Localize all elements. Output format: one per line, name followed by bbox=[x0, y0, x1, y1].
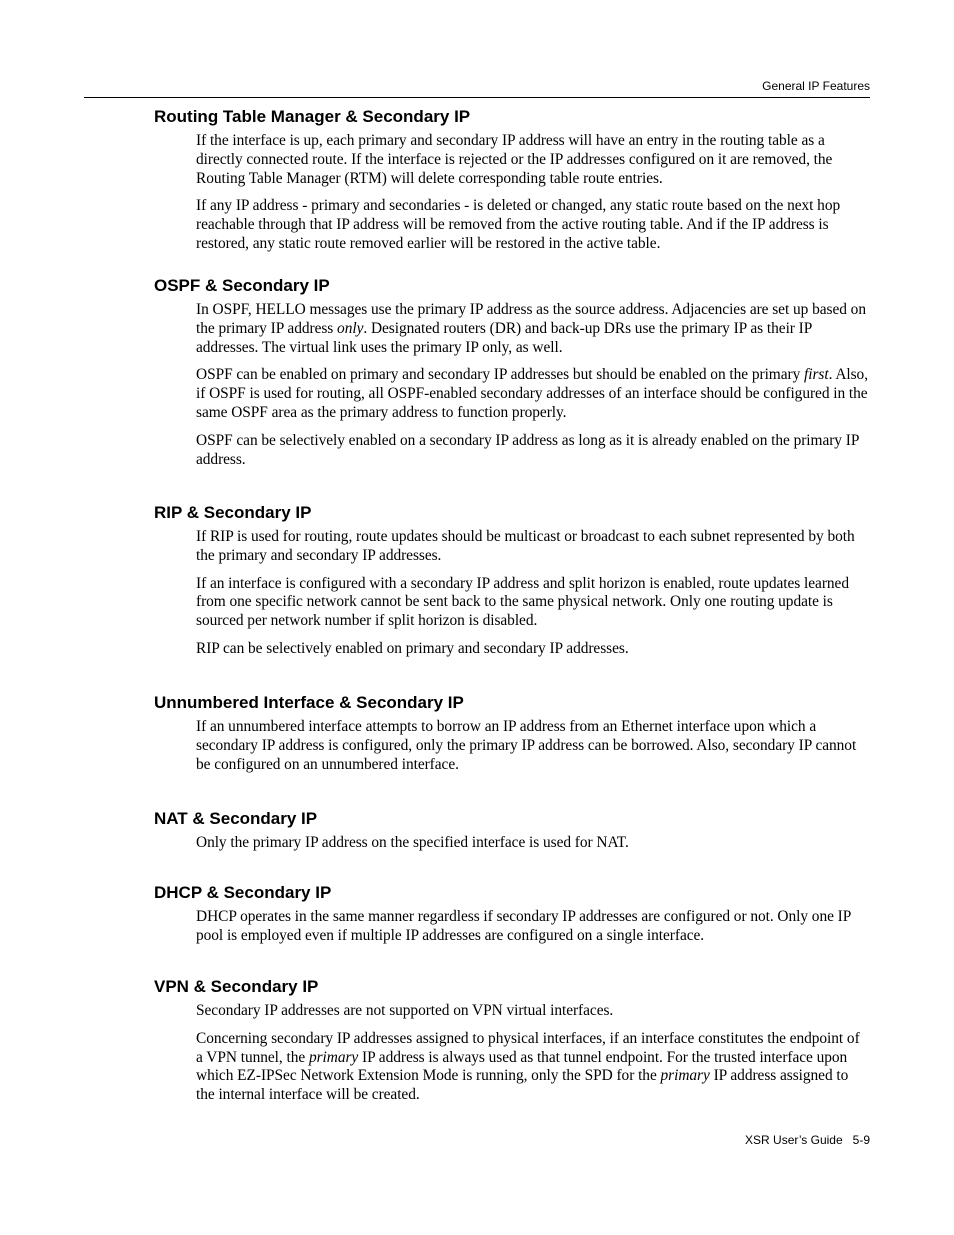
section-title: Routing Table Manager & Secondary IP bbox=[154, 107, 471, 126]
running-footer bbox=[745, 1132, 870, 1148]
paragraph: If an interface is configured with a secondary IP address and split horizon is enabled, route updates learned from one specific network cannot be sent back to the same physical network. Only one routing update is sourced per network number if split horizon is disabled. bbox=[196, 574, 849, 630]
text-run: . Designated routers (DR) and back-up DRs use the primary IP as their IP addresses. The virtual link uses the primary IP only, as well. bbox=[196, 319, 812, 356]
section-title: RIP & Secondary IP bbox=[154, 503, 312, 522]
guide-title: XSR User’s Guide bbox=[745, 1133, 843, 1147]
paragraph: Secondary IP addresses are not supported on VPN virtual interfaces. bbox=[196, 1002, 614, 1019]
text-run: Concerning secondary IP addresses assigned to physical interfaces, if an interface constitutes the endpoint of a VPN tunnel, the bbox=[196, 1029, 860, 1066]
section-dhcp bbox=[0, 881, 954, 946]
section-vpn bbox=[0, 975, 954, 1105]
paragraph bbox=[196, 1030, 870, 1105]
text-run: OSPF can be enabled on primary and secondary IP addresses but should be enabled on the primary bbox=[196, 366, 805, 384]
section-title: NAT & Secondary IP bbox=[154, 809, 318, 828]
paragraph: If RIP is used for routing, route updates should be multicast or broadcast to each subnet represented by both the primary and secondary IP addresses. bbox=[196, 528, 855, 564]
paragraph: DHCP operates in the same manner regardless if secondary IP addresses are configured or not. Only one IP pool is employed even if multiple IP addresses are configured on a single interface. bbox=[196, 908, 851, 944]
emphasis-text: only bbox=[337, 319, 364, 337]
paragraph: Only the primary IP address on the specified interface is used for NAT. bbox=[196, 834, 629, 851]
section-title: DHCP & Secondary IP bbox=[154, 883, 332, 902]
paragraph: If any IP address - primary and secondaries - is deleted or changed, any static route based on the next hop reachable through that IP address will be removed from the active routing table. And if the IP address is restored, any static route removed earlier will be restored in the active table. bbox=[196, 197, 841, 252]
page-number: 5-9 bbox=[852, 1133, 870, 1147]
text-run: IP address is always used as that tunnel endpoint. For the trusted interface upon which EZ-IPSec Network Extension Mode is running, only the SPD for the bbox=[196, 1048, 848, 1085]
section-title: OSPF & Secondary IP bbox=[154, 276, 330, 295]
paragraph: OSPF can be selectively enabled on a secondary IP address as long as it is already enabled on the primary IP address. bbox=[196, 431, 859, 468]
section-ospf bbox=[0, 274, 954, 469]
paragraph bbox=[196, 366, 870, 422]
running-header: General IP Features bbox=[762, 79, 870, 93]
paragraph bbox=[196, 301, 870, 357]
section-routing-table-manager bbox=[0, 105, 954, 254]
text-run: IP address assigned to the internal interface will be created. bbox=[196, 1067, 849, 1104]
section-title: Unnumbered Interface & Secondary IP bbox=[154, 693, 464, 712]
section-title: VPN & Secondary IP bbox=[154, 977, 319, 996]
emphasis-text: primary bbox=[660, 1067, 710, 1085]
text-run: . Also, if OSPF is used for routing, all OSPF-enabled secondary addresses of an interface should be configured in the same OSPF area as the primary address to function properly. bbox=[196, 366, 868, 421]
section-unnumbered-interface bbox=[0, 691, 954, 774]
section-rip bbox=[0, 501, 954, 659]
emphasis-text: first bbox=[804, 366, 829, 384]
text-run: In OSPF, HELLO messages use the primary IP address as the source address. Adjacencies are set up based on the primary IP address bbox=[196, 301, 866, 337]
header-rule bbox=[84, 97, 870, 98]
paragraph: If the interface is up, each primary and secondary IP address will have an entry in the routing table as a directly connected route. If the interface is rejected or the IP addresses configured on it are removed, the Routing Table Manager (RTM) will delete corresponding table route entries. bbox=[196, 132, 833, 187]
emphasis-text: primary bbox=[308, 1048, 359, 1066]
paragraph: RIP can be selectively enabled on primary and secondary IP addresses. bbox=[196, 639, 629, 657]
paragraph: If an unnumbered interface attempts to borrow an IP address from an Ethernet interface upon which a secondary IP address is configured, only the primary IP address can be borrowed. Also, secondary IP cannot be configured on an unnumbered interface. bbox=[196, 718, 857, 773]
section-nat bbox=[0, 807, 954, 853]
